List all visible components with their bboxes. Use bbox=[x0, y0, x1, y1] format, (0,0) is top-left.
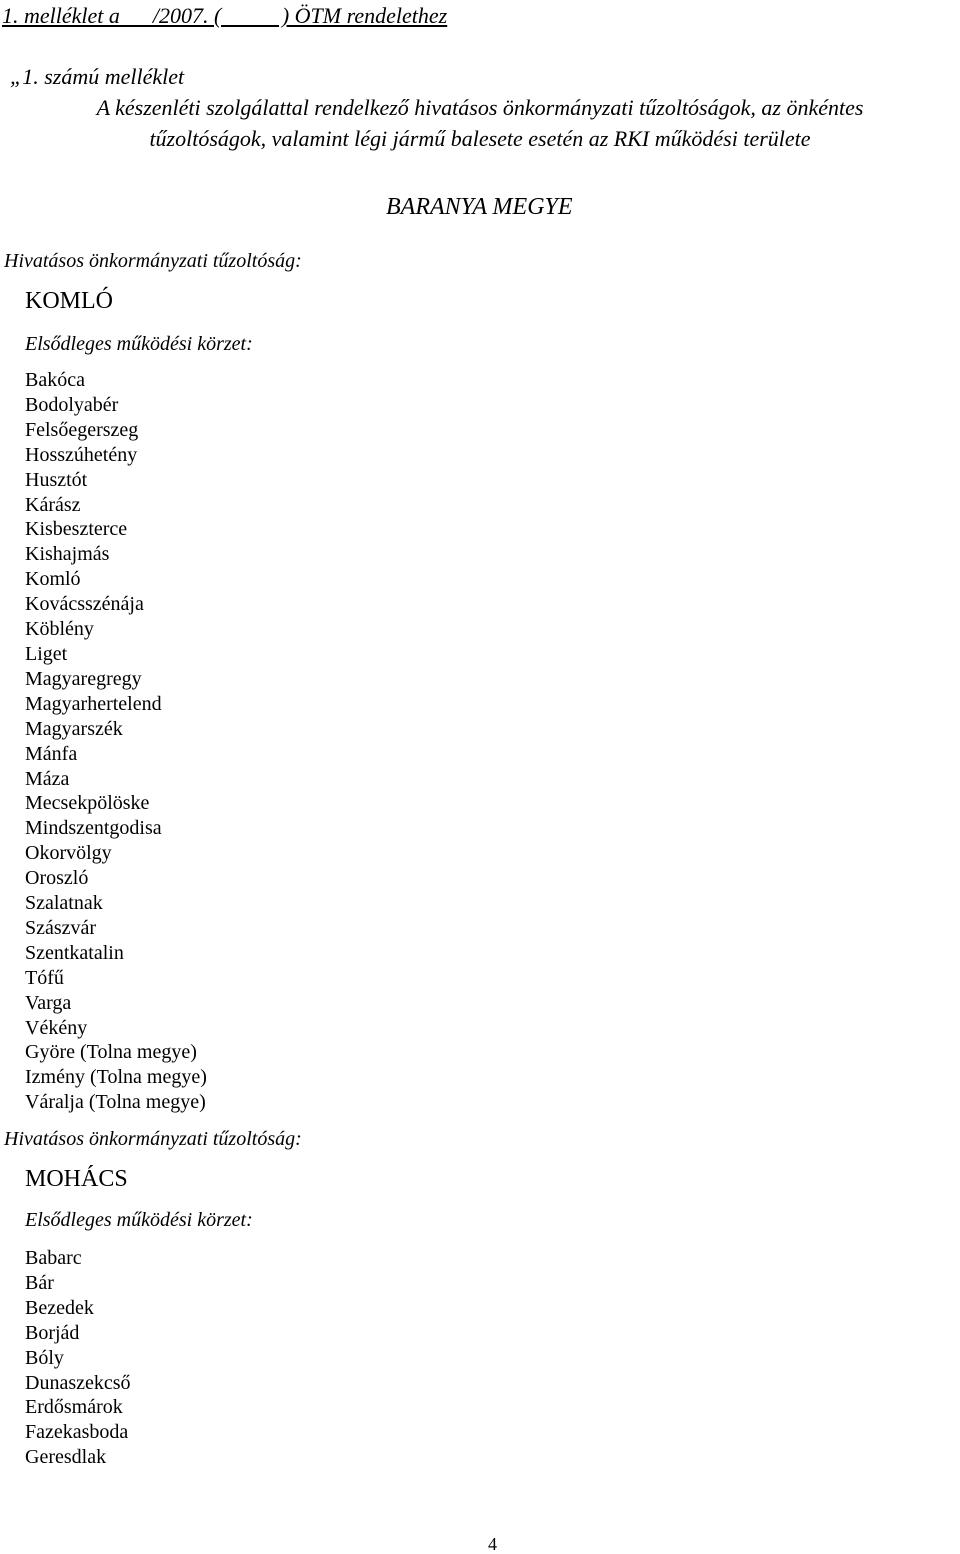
village-list-item: Izmény (Tolna megye) bbox=[25, 1066, 207, 1089]
annex-number-line: „1. számú melléklet bbox=[10, 64, 185, 89]
village-list-item: Borjád bbox=[25, 1321, 80, 1344]
village-list-item: Felsőegerszeg bbox=[25, 418, 139, 441]
village-list-item: Hosszúhetény bbox=[25, 443, 138, 466]
village-list-item: Kovácsszénája bbox=[25, 593, 144, 616]
village-list-item: Tófű bbox=[25, 966, 64, 989]
village-list-item: Mecsekpölöske bbox=[25, 792, 150, 815]
station-name-komlo: KOMLÓ bbox=[25, 288, 113, 314]
village-list-item: Máza bbox=[25, 767, 70, 790]
village-list-item: Dunaszekcső bbox=[25, 1371, 131, 1394]
village-list-mohacs bbox=[25, 1246, 131, 1470]
station-label-mohacs: Hivatásos önkormányzati tűzoltóság: bbox=[4, 1128, 302, 1150]
village-list-item: Bóly bbox=[25, 1346, 64, 1369]
village-list-item: Mánfa bbox=[25, 742, 78, 765]
village-list-item: Liget bbox=[25, 642, 68, 665]
village-list-item: Geresdlak bbox=[25, 1446, 107, 1469]
village-list-item: Vékény bbox=[25, 1016, 88, 1039]
village-list-item: Köblény bbox=[25, 618, 94, 641]
village-list-item: Györe (Tolna megye) bbox=[25, 1041, 197, 1064]
village-list-item: Komló bbox=[25, 568, 81, 591]
village-list-item: Bezedek bbox=[25, 1296, 94, 1319]
village-list-item: Váralja (Tolna megye) bbox=[25, 1091, 206, 1114]
county-heading: BARANYA MEGYE bbox=[386, 194, 573, 220]
annex-title-line-2: tűzoltóságok, valamint légi jármű balesete esetén az RKI működési területe bbox=[149, 126, 811, 151]
village-list-item: Bár bbox=[25, 1271, 54, 1294]
village-list-item: Erdősmárok bbox=[25, 1396, 123, 1419]
station-label-komlo: Hivatásos önkormányzati tűzoltóság: bbox=[4, 250, 302, 272]
village-list-item: Varga bbox=[25, 991, 72, 1014]
area-label-komlo: Elsődleges működési körzet: bbox=[25, 333, 253, 355]
village-list-item: Fazekasboda bbox=[25, 1421, 129, 1444]
village-list-item: Bakóca bbox=[25, 369, 85, 391]
page-number: 4 bbox=[488, 1534, 497, 1554]
village-list-item: Szentkatalin bbox=[25, 941, 124, 964]
village-list-item: Mindszentgodisa bbox=[25, 817, 162, 840]
village-list-item: Szalatnak bbox=[25, 892, 103, 915]
area-label-mohacs: Elsődleges működési körzet: bbox=[25, 1209, 253, 1231]
annex-title-line-1: A készenléti szolgálattal rendelkező hivatásos önkormányzati tűzoltóságok, az önkéntes bbox=[96, 95, 864, 120]
village-list-item: Oroszló bbox=[25, 867, 89, 890]
village-list-item: Bodolyabér bbox=[25, 393, 119, 416]
village-list-item: Magyarhertelend bbox=[25, 692, 162, 715]
village-list-item: Magyarszék bbox=[25, 717, 123, 740]
village-list-item: Kishajmás bbox=[25, 543, 110, 566]
village-list-item: Okorvölgy bbox=[25, 842, 112, 865]
village-list-item: Kisbeszterce bbox=[25, 518, 128, 541]
village-list-item: Babarc bbox=[25, 1247, 82, 1269]
station-name-mohacs: MOHÁCS bbox=[25, 1166, 128, 1192]
annex-reference-header: 1. melléklet a /2007. ( ) ÖTM rendelethez bbox=[2, 3, 448, 28]
village-list-komlo bbox=[25, 368, 207, 1115]
village-list-item: Szászvár bbox=[25, 916, 97, 939]
village-list-item: Kárász bbox=[25, 493, 81, 516]
village-list-item: Husztót bbox=[25, 468, 88, 491]
village-list-item: Magyaregregy bbox=[25, 667, 142, 690]
